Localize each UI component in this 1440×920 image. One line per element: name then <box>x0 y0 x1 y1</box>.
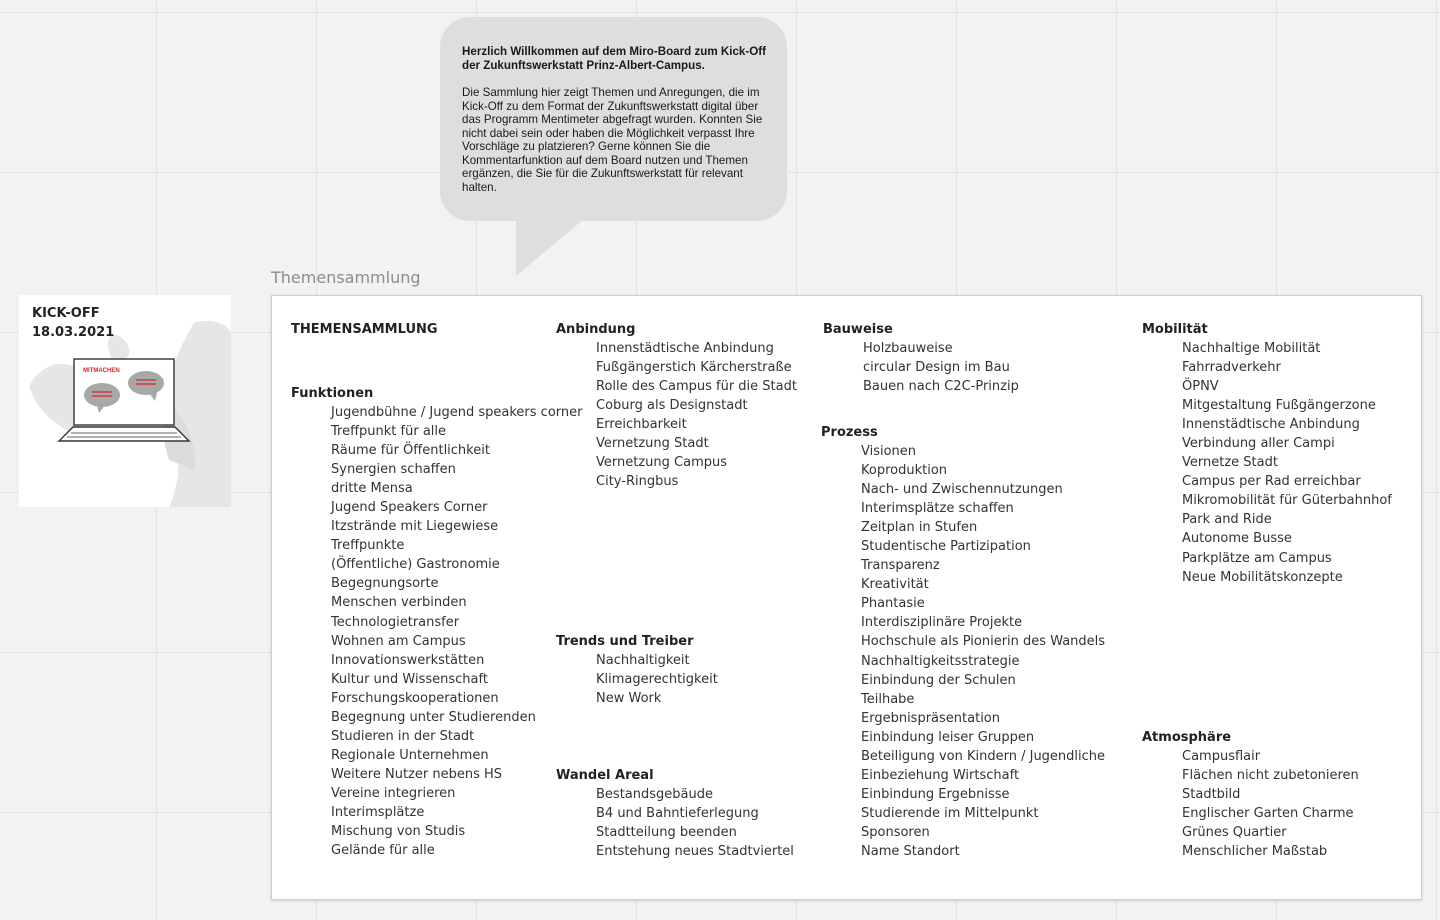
topic-item: Englischer Garten Charme <box>1182 806 1354 822</box>
topic-item: Autonome Busse <box>1182 531 1292 547</box>
topic-item: Neue Mobilitätskonzepte <box>1182 569 1343 585</box>
topic-item: Campusflair <box>1182 749 1261 764</box>
topic-item: Räume für Öffentlichkeit <box>331 443 490 459</box>
panel-main-title: THEMENSAMMLUNG <box>291 322 438 337</box>
topic-item: Treffpunkt für alle <box>331 424 447 440</box>
column-funktionen <box>291 320 583 859</box>
heading-bauweise: Bauweise <box>823 322 893 337</box>
kickoff-title <box>32 304 114 342</box>
topic-item: Holzbauweise <box>863 341 953 356</box>
topic-item: Ergebnispräsentation <box>861 710 1000 726</box>
welcome-body: Die Sammlung hier zeigt Themen und Anregungen, die im Kick-Off zu dem Format der Zukunftswerkstatt digital über das Programm Mentimeter abgefragt wurden. Konnten Sie nicht dabei sein oder haben die Möglichkeit verpasst Ihre Vorschläge zu platzieren? Gerne können Sie die Kommentarfunktion auf dem Board nutzen und Themen ergänzen, die Sie für die Zukunftswerkstatt für relevant halten. <box>462 86 763 194</box>
topic-item: Bauen nach C2C-Prinzip <box>863 379 1019 395</box>
topic-item: Studierende im Mittelpunkt <box>861 805 1039 821</box>
topic-item: Itzstrände mit Liegewiese <box>331 519 499 535</box>
topic-item: Erreichbarkeit <box>596 417 687 433</box>
topic-item: Einbindung der Schulen <box>861 672 1016 688</box>
heading-wandel: Wandel Areal <box>556 768 654 783</box>
group-trends <box>556 632 718 708</box>
topic-item: Mitgestaltung Fußgängerzone <box>1182 398 1376 414</box>
topic-item: Zeitplan in Stufen <box>861 520 978 536</box>
topic-item: Transparenz <box>861 558 940 574</box>
topic-item: Stadtteilung beenden <box>596 825 737 841</box>
topic-item: City-Ringbus <box>596 474 679 490</box>
topic-item: Phantasie <box>861 596 925 612</box>
topic-item: Mikromobilität für Güterbahnhof <box>1182 493 1392 509</box>
topic-item: Menschlicher Maßstab <box>1182 844 1328 860</box>
topic-item: Weitere Nutzer nebens HS <box>331 766 503 782</box>
group-mobilitaet <box>1142 320 1392 587</box>
topic-item: Forschungskooperationen <box>331 690 499 706</box>
heading-atmosphaere: Atmosphäre <box>1142 730 1232 745</box>
topic-item: Wohnen am Campus <box>331 633 466 649</box>
topic-item: B4 und Bahntieferlegung <box>596 806 759 822</box>
group-anbindung <box>556 320 797 491</box>
topic-item: Beteiligung von Kindern / Jugendliche <box>861 748 1106 764</box>
kickoff-date: 18.03.2021 <box>32 325 115 340</box>
list-wandel <box>556 785 794 861</box>
topic-item: Jugendbühne / Jugend speakers corner <box>331 405 583 420</box>
topic-item: Coburg als Designstadt <box>596 398 748 414</box>
kickoff-heading: KICK-OFF <box>32 306 100 321</box>
topic-item: Fahrradverkehr <box>1182 360 1281 376</box>
list-anbindung <box>556 339 797 491</box>
list-atmosphaere <box>1142 747 1359 861</box>
topic-item: Vernetze Stadt <box>1182 455 1278 471</box>
topic-item: Stadtbild <box>1182 787 1241 803</box>
topic-item: Name Standort <box>861 843 960 859</box>
topic-item: Vernetzung Campus <box>596 455 727 471</box>
mitmachen-label: MITMACHEN <box>83 368 120 374</box>
topic-item: Koproduktion <box>861 463 948 479</box>
heading-anbindung: Anbindung <box>556 322 636 337</box>
topic-item: Innenstädtische Anbindung <box>1182 417 1360 433</box>
topic-item: dritte Mensa <box>331 481 413 497</box>
topic-item: Studieren in der Stadt <box>331 728 475 744</box>
topic-item: Parkplätze am Campus <box>1182 550 1332 566</box>
topic-item: Bestandsgebäude <box>596 787 713 802</box>
heading-trends: Trends und Treiber <box>556 634 694 649</box>
topic-item: Fußgängerstich Kärcherstraße <box>596 360 792 376</box>
topic-item: Menschen verbinden <box>331 595 467 611</box>
topic-item: Einbindung Ergebnisse <box>861 786 1010 802</box>
welcome-intro: Herzlich Willkommen auf dem Miro-Board zum Kick-Off der Zukunftswerkstatt Prinz-Albert-Campus. <box>462 45 766 72</box>
themensammlung-panel[interactable] <box>271 295 1422 900</box>
topic-item: Nach- und Zwischennutzungen <box>861 482 1063 498</box>
heading-prozess: Prozess <box>821 425 878 440</box>
topic-item: circular Design im Bau <box>863 360 1010 376</box>
topic-item: Einbindung leiser Gruppen <box>861 729 1035 745</box>
group-atmosphaere <box>1142 728 1359 861</box>
list-mobilitaet <box>1142 339 1392 587</box>
topic-item: Innenstädtische Anbindung <box>596 341 774 356</box>
topic-item: Hochschule als Pionierin des Wandels <box>861 634 1106 650</box>
frame-label[interactable]: Themensammlung <box>271 268 421 287</box>
topic-item: Visionen <box>861 444 917 459</box>
topic-item: Campus per Rad erreichbar <box>1182 474 1361 490</box>
topic-item: Grünes Quartier <box>1182 825 1287 841</box>
topic-item: Sponsoren <box>861 824 930 840</box>
topic-item: Entstehung neues Stadtviertel <box>596 844 794 860</box>
topic-item: Verbindung aller Campi <box>1182 436 1335 452</box>
topic-item: ÖPNV <box>1182 379 1219 395</box>
welcome-speech-bubble[interactable] <box>440 17 787 221</box>
topic-item: Begegnung unter Studierenden <box>331 709 536 725</box>
topic-item: Gelände für alle <box>331 843 435 859</box>
group-wandel <box>556 766 794 861</box>
group-prozess <box>821 423 1105 861</box>
topic-item: Interdisziplinäre Projekte <box>861 615 1023 631</box>
list-funktionen <box>291 403 582 860</box>
topic-item: Innovationswerkstätten <box>331 652 485 668</box>
topic-item: Vereine integrieren <box>331 785 456 801</box>
topic-item: Interimsplätze schaffen <box>861 501 1014 517</box>
topic-item: Nachhaltige Mobilität <box>1182 341 1321 356</box>
topic-item: Mischung von Studis <box>331 824 466 840</box>
topic-item: Nachhaltigkeit <box>596 653 690 668</box>
topic-item: Treffpunkte <box>331 538 405 554</box>
topic-item: Klimagerechtigkeit <box>596 672 718 688</box>
topic-item: (Öffentliche) Gastronomie <box>331 557 500 573</box>
heading-mobilitaet: Mobilität <box>1142 322 1208 337</box>
topic-item: Einbeziehung Wirtschaft <box>861 767 1020 783</box>
group-bauweise <box>823 320 1019 396</box>
topic-item: Teilhabe <box>861 691 915 707</box>
group-funktionen <box>291 384 582 860</box>
topic-item: Begegnungsorte <box>331 576 439 592</box>
topic-item: Synergien schaffen <box>331 462 456 478</box>
kickoff-card[interactable] <box>19 295 231 507</box>
topic-item: Nachhaltigkeitsstrategie <box>861 653 1020 669</box>
topic-item: Kreativität <box>861 577 929 593</box>
speech-bubble-tail <box>516 214 590 276</box>
list-trends <box>556 651 718 708</box>
topic-item: Jugend Speakers Corner <box>331 500 488 516</box>
topic-item: Flächen nicht zubetonieren <box>1182 768 1359 784</box>
topic-item: Park and Ride <box>1182 512 1272 528</box>
topic-item: Kultur und Wissenschaft <box>331 671 488 687</box>
heading-funktionen: Funktionen <box>291 386 374 401</box>
topic-item: New Work <box>596 691 662 707</box>
topic-item: Vernetzung Stadt <box>596 436 709 452</box>
topic-item: Rolle des Campus für die Stadt <box>596 379 797 395</box>
list-bauweise <box>823 339 1019 396</box>
topic-item: Technologietransfer <box>331 614 460 630</box>
list-prozess <box>821 442 1105 861</box>
topic-item: Studentische Partizipation <box>861 539 1031 555</box>
topic-item: Interimsplätze <box>331 804 425 820</box>
topic-item: Regionale Unternehmen <box>331 747 489 763</box>
